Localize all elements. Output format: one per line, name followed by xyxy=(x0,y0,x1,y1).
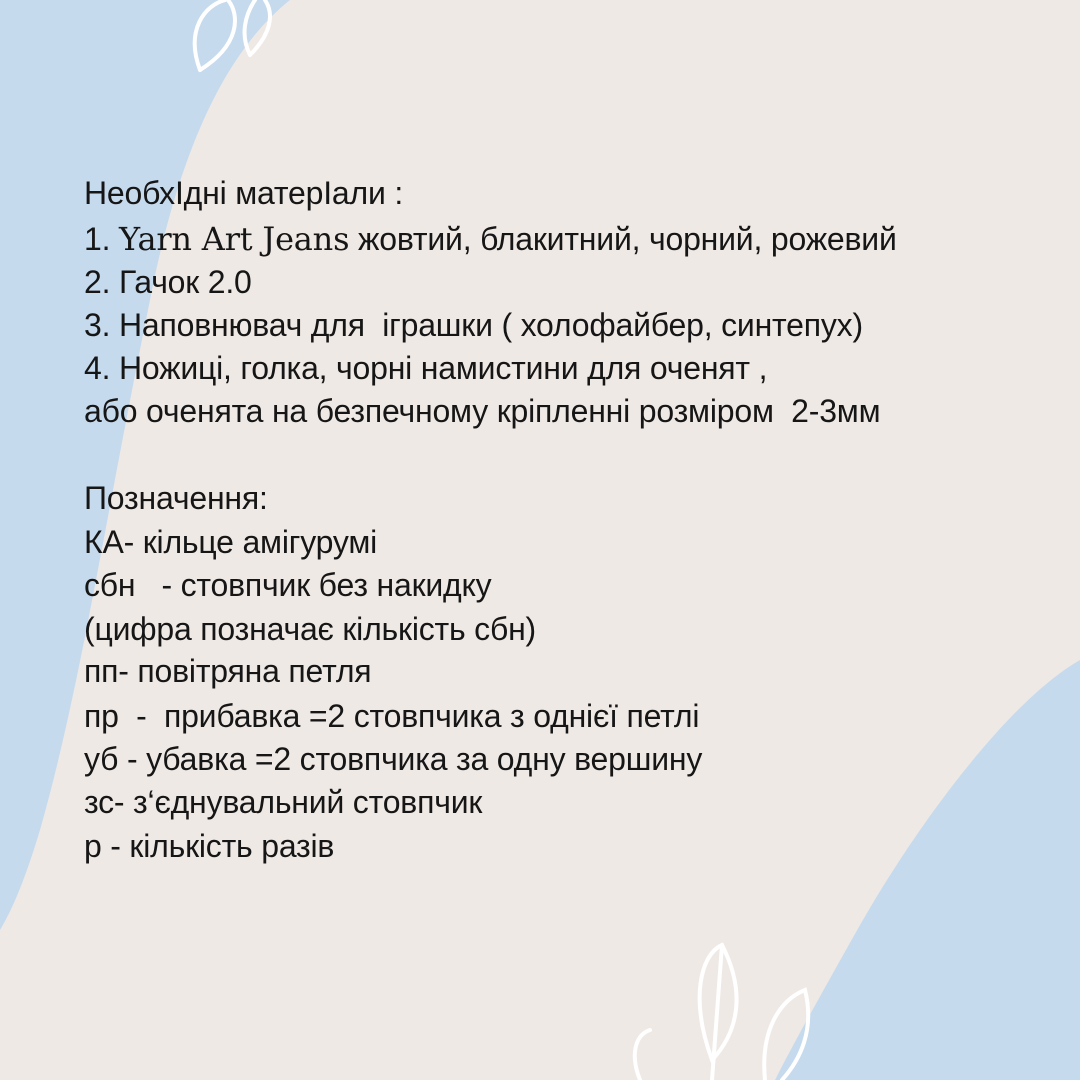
legend-sbn: сбн - стовпчик без накидку xyxy=(84,567,492,603)
materials-item-1 xyxy=(84,219,897,259)
yarn-brand: Yarn Art Jeans xyxy=(119,220,350,258)
legend-pp: пп- повітряна петля xyxy=(84,653,372,689)
item-1-number: 1. xyxy=(84,221,111,257)
legend-heading: Позначення: xyxy=(84,480,268,516)
materials-item-3: 3. Наповнювач для іграшки ( холофайбер, синтепух) xyxy=(84,307,863,343)
legend-sbn-note: (цифра позначає кількість сбн) xyxy=(84,611,537,647)
legend-ub: уб - убавка =2 стовпчика за одну вершину xyxy=(84,741,703,777)
legend-r: р - кількість разів xyxy=(84,828,335,864)
legend-pr: пр - прибавка =2 стовпчика з однієї петлі xyxy=(84,698,700,734)
blue-shape-right xyxy=(775,660,1080,1080)
yarn-colors: жовтий, блакитний, чорний, рожевий xyxy=(358,221,897,257)
materials-item-2: 2. Гачок 2.0 xyxy=(84,264,252,300)
materials-item-4: 4. Ножиці, голка, чорні намистини для оченят , xyxy=(84,350,768,386)
legend-ka: КА- кільце амігурумі xyxy=(84,524,378,560)
leaf-doodle-bottom xyxy=(635,945,808,1080)
legend-zs: зс- з‘єднувальний стовпчик xyxy=(84,784,483,820)
materials-item-4-continued: або оченята на безпечному кріпленні розміром 2-3мм xyxy=(84,393,881,429)
materials-heading: НеобхIдні матерIали : xyxy=(84,175,404,211)
